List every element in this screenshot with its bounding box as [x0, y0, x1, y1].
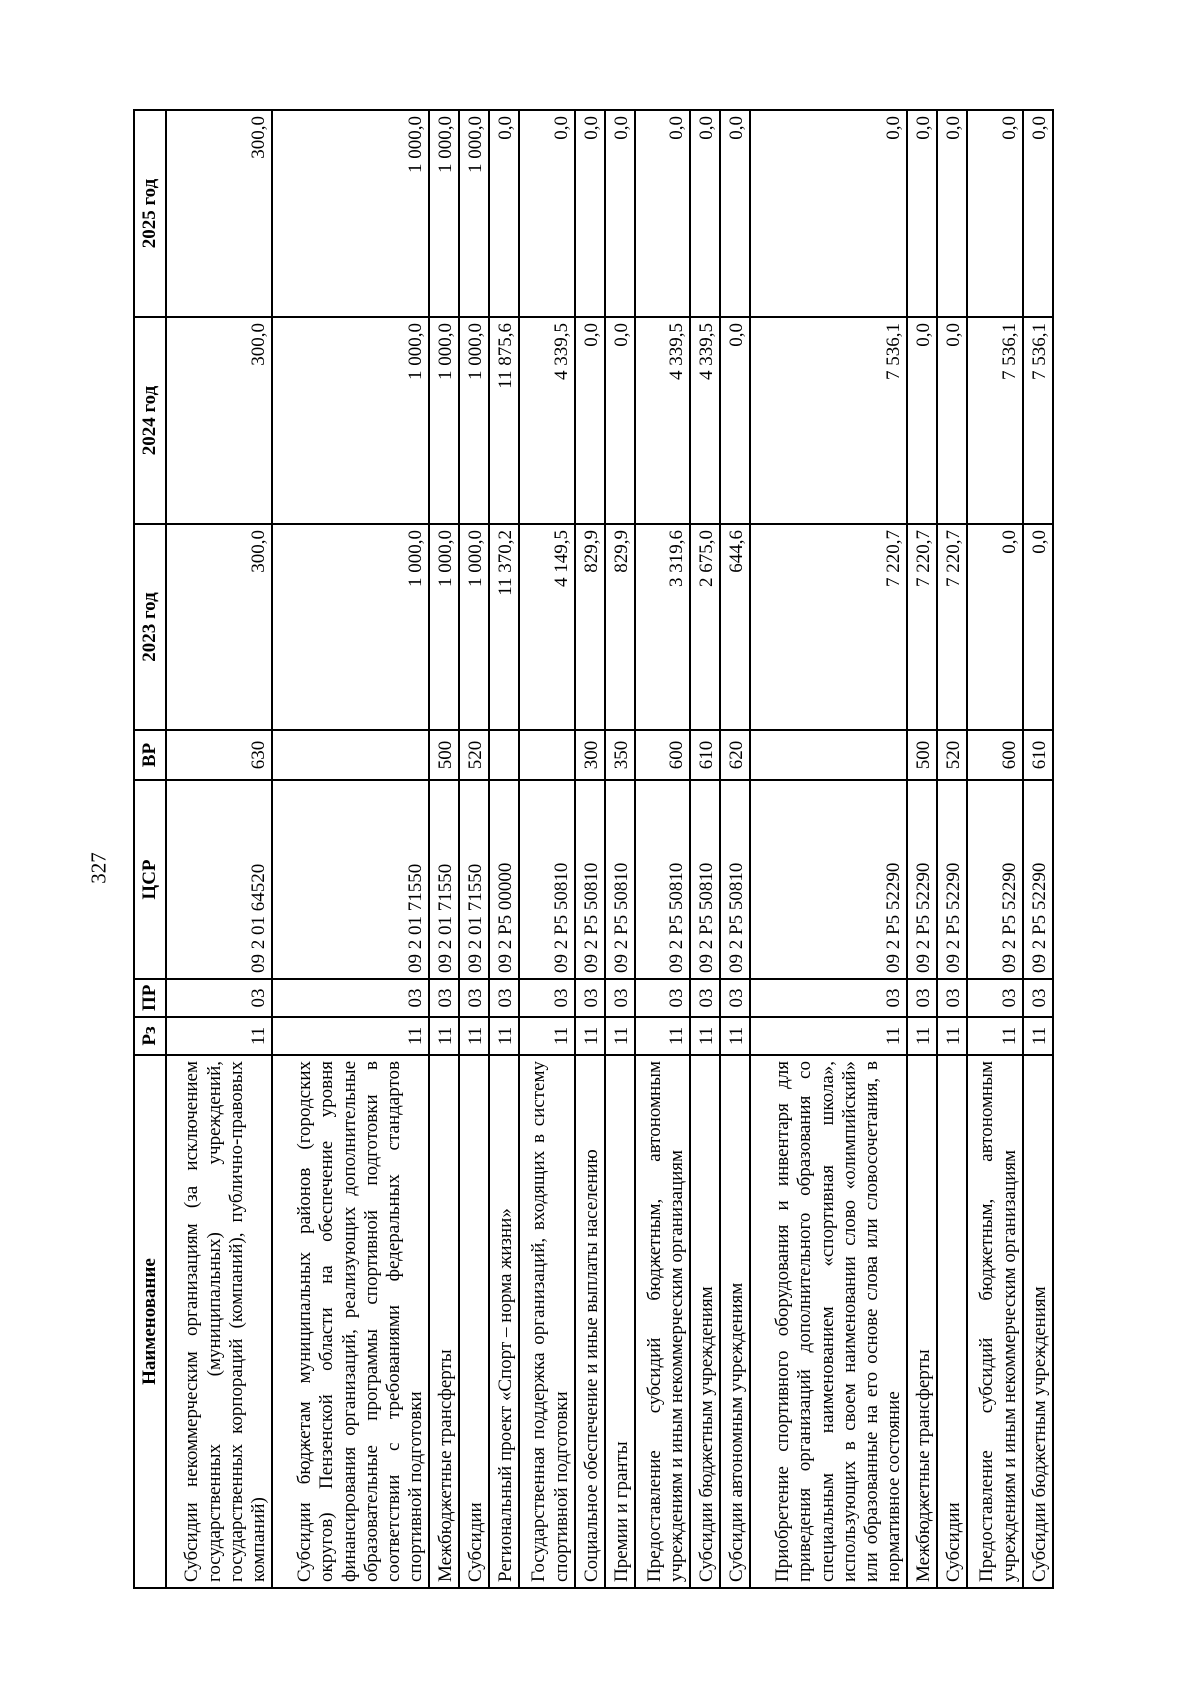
- table-row: [166, 110, 272, 1588]
- row-2025: 1 000,0: [459, 110, 489, 317]
- row-2024: 7 536,1: [967, 317, 1022, 524]
- row-rz: 11: [489, 1017, 519, 1055]
- row-2024: 1 000,0: [459, 317, 489, 524]
- row-name: Региональный проект «Спорт – норма жизни»: [489, 1055, 519, 1588]
- row-2024: 4 339,5: [519, 317, 574, 524]
- row-2024: 0,0: [575, 317, 605, 524]
- row-vr: [272, 730, 429, 780]
- row-2023: 3 319,6: [635, 524, 690, 730]
- row-pr: 03: [690, 979, 720, 1017]
- row-2024: 300,0: [166, 317, 272, 524]
- row-2025: 0,0: [489, 110, 519, 317]
- header-vr: ВР: [134, 730, 166, 780]
- table-row: [967, 110, 1022, 1588]
- row-rz: 11: [750, 1017, 907, 1055]
- row-2025: 0,0: [1023, 110, 1053, 317]
- row-rz: 11: [575, 1017, 605, 1055]
- row-csr: 09 2 P5 50810: [690, 780, 720, 979]
- row-pr: 03: [1023, 979, 1053, 1017]
- row-name: Субсидии бюджетным учреждениям: [1023, 1055, 1053, 1588]
- table-row: [937, 110, 967, 1588]
- row-vr: 620: [720, 730, 750, 780]
- row-pr: 03: [605, 979, 635, 1017]
- table-header-row: [134, 110, 166, 1588]
- row-2025: 0,0: [575, 110, 605, 317]
- row-2025: 0,0: [750, 110, 907, 317]
- row-name: Предоставление субсидий бюджетным, автономным учреждениям и иным некоммерческим организациям: [967, 1055, 1022, 1588]
- row-name: Государственная поддержка организаций, входящих в систему спортивной подготовки: [519, 1055, 574, 1588]
- row-name: Межбюджетные трансферты: [907, 1055, 937, 1588]
- row-vr: 520: [459, 730, 489, 780]
- row-csr: 09 2 P5 50810: [575, 780, 605, 979]
- header-2025: 2025 год: [134, 110, 166, 317]
- table-row: [1023, 110, 1053, 1588]
- row-2025: 0,0: [690, 110, 720, 317]
- table-row: [429, 110, 459, 1588]
- row-2023: 1 000,0: [459, 524, 489, 730]
- table-row: [635, 110, 690, 1588]
- row-2024: 4 339,5: [635, 317, 690, 524]
- row-rz: 11: [1023, 1017, 1053, 1055]
- row-vr: 300: [575, 730, 605, 780]
- row-pr: 03: [907, 979, 937, 1017]
- row-2023: 644,6: [720, 524, 750, 730]
- row-csr: 09 2 P5 52290: [937, 780, 967, 979]
- row-2023: 0,0: [967, 524, 1022, 730]
- row-2024: 0,0: [937, 317, 967, 524]
- header-2023: 2023 год: [134, 524, 166, 730]
- row-vr: 520: [937, 730, 967, 780]
- row-2025: 1 000,0: [272, 110, 429, 317]
- row-csr: 09 2 P5 50810: [519, 780, 574, 979]
- row-name: Субсидии бюджетам муниципальных районов (городских округов) Пензенской области на обеспечение уровня финансирования организаций, реализующих дополнительные образовательные программы спортивной подготовки в соответствии с требованиями федеральных стандартов спортивной подготовки: [272, 1055, 429, 1588]
- row-2023: 1 000,0: [272, 524, 429, 730]
- row-csr: 09 2 01 71550: [429, 780, 459, 979]
- row-pr: 03: [272, 979, 429, 1017]
- row-pr: 03: [519, 979, 574, 1017]
- row-vr: 600: [967, 730, 1022, 780]
- row-vr: [489, 730, 519, 780]
- row-2024: 1 000,0: [429, 317, 459, 524]
- row-rz: 11: [690, 1017, 720, 1055]
- table-row: [720, 110, 750, 1588]
- rotated-table-container: [133, 111, 1054, 1589]
- header-rz: Рз: [134, 1017, 166, 1055]
- row-2023: 7 220,7: [937, 524, 967, 730]
- row-pr: 03: [575, 979, 605, 1017]
- row-csr: 09 2 P5 50810: [635, 780, 690, 979]
- row-vr: [750, 730, 907, 780]
- row-rz: 11: [429, 1017, 459, 1055]
- row-csr: 09 2 01 71550: [459, 780, 489, 979]
- row-pr: 03: [720, 979, 750, 1017]
- row-vr: 600: [635, 730, 690, 780]
- row-rz: 11: [720, 1017, 750, 1055]
- row-vr: 630: [166, 730, 272, 780]
- row-csr: 09 2 P5 52290: [907, 780, 937, 979]
- row-rz: 11: [967, 1017, 1022, 1055]
- row-csr: 09 2 P5 50810: [720, 780, 750, 979]
- row-2025: 0,0: [519, 110, 574, 317]
- row-2024: 11 875,6: [489, 317, 519, 524]
- row-2025: 300,0: [166, 110, 272, 317]
- row-2025: 0,0: [967, 110, 1022, 317]
- row-2024: 1 000,0: [272, 317, 429, 524]
- row-2024: 7 536,1: [750, 317, 907, 524]
- row-2023: 829,9: [605, 524, 635, 730]
- row-vr: 350: [605, 730, 635, 780]
- row-2023: 7 220,7: [907, 524, 937, 730]
- table-row: [489, 110, 519, 1588]
- row-pr: 03: [967, 979, 1022, 1017]
- row-rz: 11: [272, 1017, 429, 1055]
- table-row: [605, 110, 635, 1588]
- row-2024: 0,0: [605, 317, 635, 524]
- row-pr: 03: [635, 979, 690, 1017]
- row-pr: 03: [750, 979, 907, 1017]
- row-csr: 09 2 P5 52290: [750, 780, 907, 979]
- row-rz: 11: [605, 1017, 635, 1055]
- table-row: [575, 110, 605, 1588]
- row-csr: 09 2 P5 00000: [489, 780, 519, 979]
- row-name: Субсидии автономным учреждениям: [720, 1055, 750, 1588]
- row-2025: 0,0: [907, 110, 937, 317]
- header-name: Наименование: [134, 1055, 166, 1588]
- row-name: Субсидии: [459, 1055, 489, 1588]
- row-2023: 1 000,0: [429, 524, 459, 730]
- row-2023: 4 149,5: [519, 524, 574, 730]
- row-2023: 829,9: [575, 524, 605, 730]
- header-csr: ЦСР: [134, 780, 166, 979]
- row-vr: 500: [907, 730, 937, 780]
- row-rz: 11: [166, 1017, 272, 1055]
- row-vr: 500: [429, 730, 459, 780]
- row-2024: 4 339,5: [690, 317, 720, 524]
- row-2025: 0,0: [605, 110, 635, 317]
- row-name: Межбюджетные трансферты: [429, 1055, 459, 1588]
- row-2025: 0,0: [635, 110, 690, 317]
- row-2024: 0,0: [907, 317, 937, 524]
- header-2024: 2024 год: [134, 317, 166, 524]
- row-name: Премии и гранты: [605, 1055, 635, 1588]
- row-2024: 0,0: [720, 317, 750, 524]
- row-2024: 7 536,1: [1023, 317, 1053, 524]
- row-vr: [519, 730, 574, 780]
- row-name: Приобретение спортивного оборудования и инвентаря для приведения организаций дополнительного образования со специальным наименованием «спортивная школа», использующих в своем наименовании слово «олимпийский» или образованные на его основе слова или словосочетания, в нормативное состояние: [750, 1055, 907, 1588]
- row-2025: 0,0: [720, 110, 750, 317]
- row-rz: 11: [635, 1017, 690, 1055]
- row-rz: 11: [519, 1017, 574, 1055]
- row-rz: 11: [937, 1017, 967, 1055]
- row-csr: 09 2 01 71550: [272, 780, 429, 979]
- row-vr: 610: [1023, 730, 1053, 780]
- table-row: [272, 110, 429, 1588]
- row-2025: 0,0: [937, 110, 967, 317]
- row-pr: 03: [937, 979, 967, 1017]
- table-row: [519, 110, 574, 1588]
- row-vr: 610: [690, 730, 720, 780]
- table-row: [690, 110, 720, 1588]
- row-name: Субсидии бюджетным учреждениям: [690, 1055, 720, 1588]
- row-name: Субсидии некоммерческим организациям (за исключением государственных (муниципальных) учреждений, государственных корпораций (компаний), публично-правовых компаний): [166, 1055, 272, 1588]
- row-2023: 300,0: [166, 524, 272, 730]
- row-csr: 09 2 01 64520: [166, 780, 272, 979]
- row-rz: 11: [459, 1017, 489, 1055]
- table-row: [907, 110, 937, 1588]
- row-rz: 11: [907, 1017, 937, 1055]
- row-csr: 09 2 P5 52290: [967, 780, 1022, 979]
- row-2023: 2 675,0: [690, 524, 720, 730]
- row-2023: 7 220,7: [750, 524, 907, 730]
- row-name: Субсидии: [937, 1055, 967, 1588]
- row-csr: 09 2 P5 50810: [605, 780, 635, 979]
- page-number-text: 327: [86, 852, 111, 884]
- row-2025: 1 000,0: [429, 110, 459, 317]
- row-name: Предоставление субсидий бюджетным, автономным учреждениям и иным некоммерческим организациям: [635, 1055, 690, 1588]
- row-pr: 03: [489, 979, 519, 1017]
- row-csr: 09 2 P5 52290: [1023, 780, 1053, 979]
- row-2023: 0,0: [1023, 524, 1053, 730]
- row-2023: 11 370,2: [489, 524, 519, 730]
- page-number: [86, 848, 112, 888]
- row-pr: 03: [429, 979, 459, 1017]
- header-pr: ПР: [134, 979, 166, 1017]
- budget-table: [133, 109, 1054, 1589]
- table-row: [750, 110, 907, 1588]
- row-pr: 03: [166, 979, 272, 1017]
- row-name: Социальное обеспечение и иные выплаты населению: [575, 1055, 605, 1588]
- row-pr: 03: [459, 979, 489, 1017]
- table-row: [459, 110, 489, 1588]
